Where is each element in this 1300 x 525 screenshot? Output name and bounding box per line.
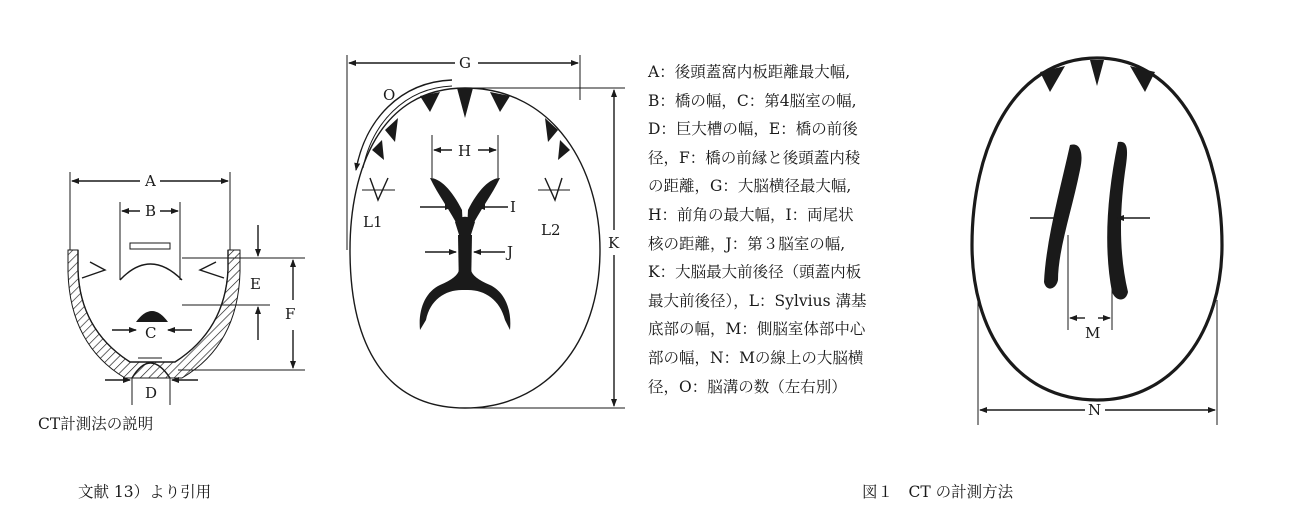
legend-line: 径，O：脳溝の数（左右別） [648,377,847,396]
label-C: C [145,324,157,342]
skull-outline-middle [350,88,600,408]
legend-line: の距離，G：大脳横径最大幅, [648,177,852,196]
left-figure-caption: CT計測法の説明 [38,415,154,433]
label-I: I [510,198,516,216]
label-L2: L2 [541,221,561,239]
legend-line: B：橋の幅，C：第4脳室の幅, [648,91,857,110]
legend-line: 底部の幅，M：側脳室体部中心 [648,320,866,339]
label-F: F [285,305,296,323]
label-K: K [608,234,620,252]
posterior-fossa-diagram [68,172,305,405]
label-H: H [458,142,472,160]
lateral-ventricle-right [1107,142,1128,300]
skull-outline-right [972,58,1222,400]
label-E: E [250,275,261,293]
legend-line: 径，F：橋の前縁と後頭蓋内稜 [648,148,861,167]
lateral-ventricle-left [1044,144,1082,288]
legend-line: 最大前後径），L：Sylvius 溝基 [648,291,867,310]
legend-line: 核の距離，J：第３脳室の幅, [648,234,846,253]
figure-caption: 図１ CT の計測方法 [862,483,1014,501]
legend-line: A：後頭蓋窩内板距離最大幅, [648,63,851,81]
legend-line: 部の幅，N：Mの線上の大脳横 [648,348,864,367]
label-O: O [383,86,396,104]
label-G: G [459,54,471,72]
label-N: N [1088,401,1102,419]
legend-line: D：巨大槽の幅，E：橋の前後 [648,120,858,139]
axial-ventricle-diagram [347,54,625,408]
axial-body-diagram [972,58,1222,425]
label-L1: L1 [363,213,383,231]
legend-text [648,58,948,401]
source-citation: 文献 13）より引用 [78,483,212,501]
legend-line: K：大脳最大前後径（頭蓋内板 [648,263,862,282]
label-D: D [145,384,158,402]
legend-line: H：前角の最大幅，I：両尾状 [648,205,854,224]
label-A: A [145,172,156,190]
label-B: B [145,202,157,220]
label-M: M [1085,324,1101,342]
label-J: J [507,243,514,261]
